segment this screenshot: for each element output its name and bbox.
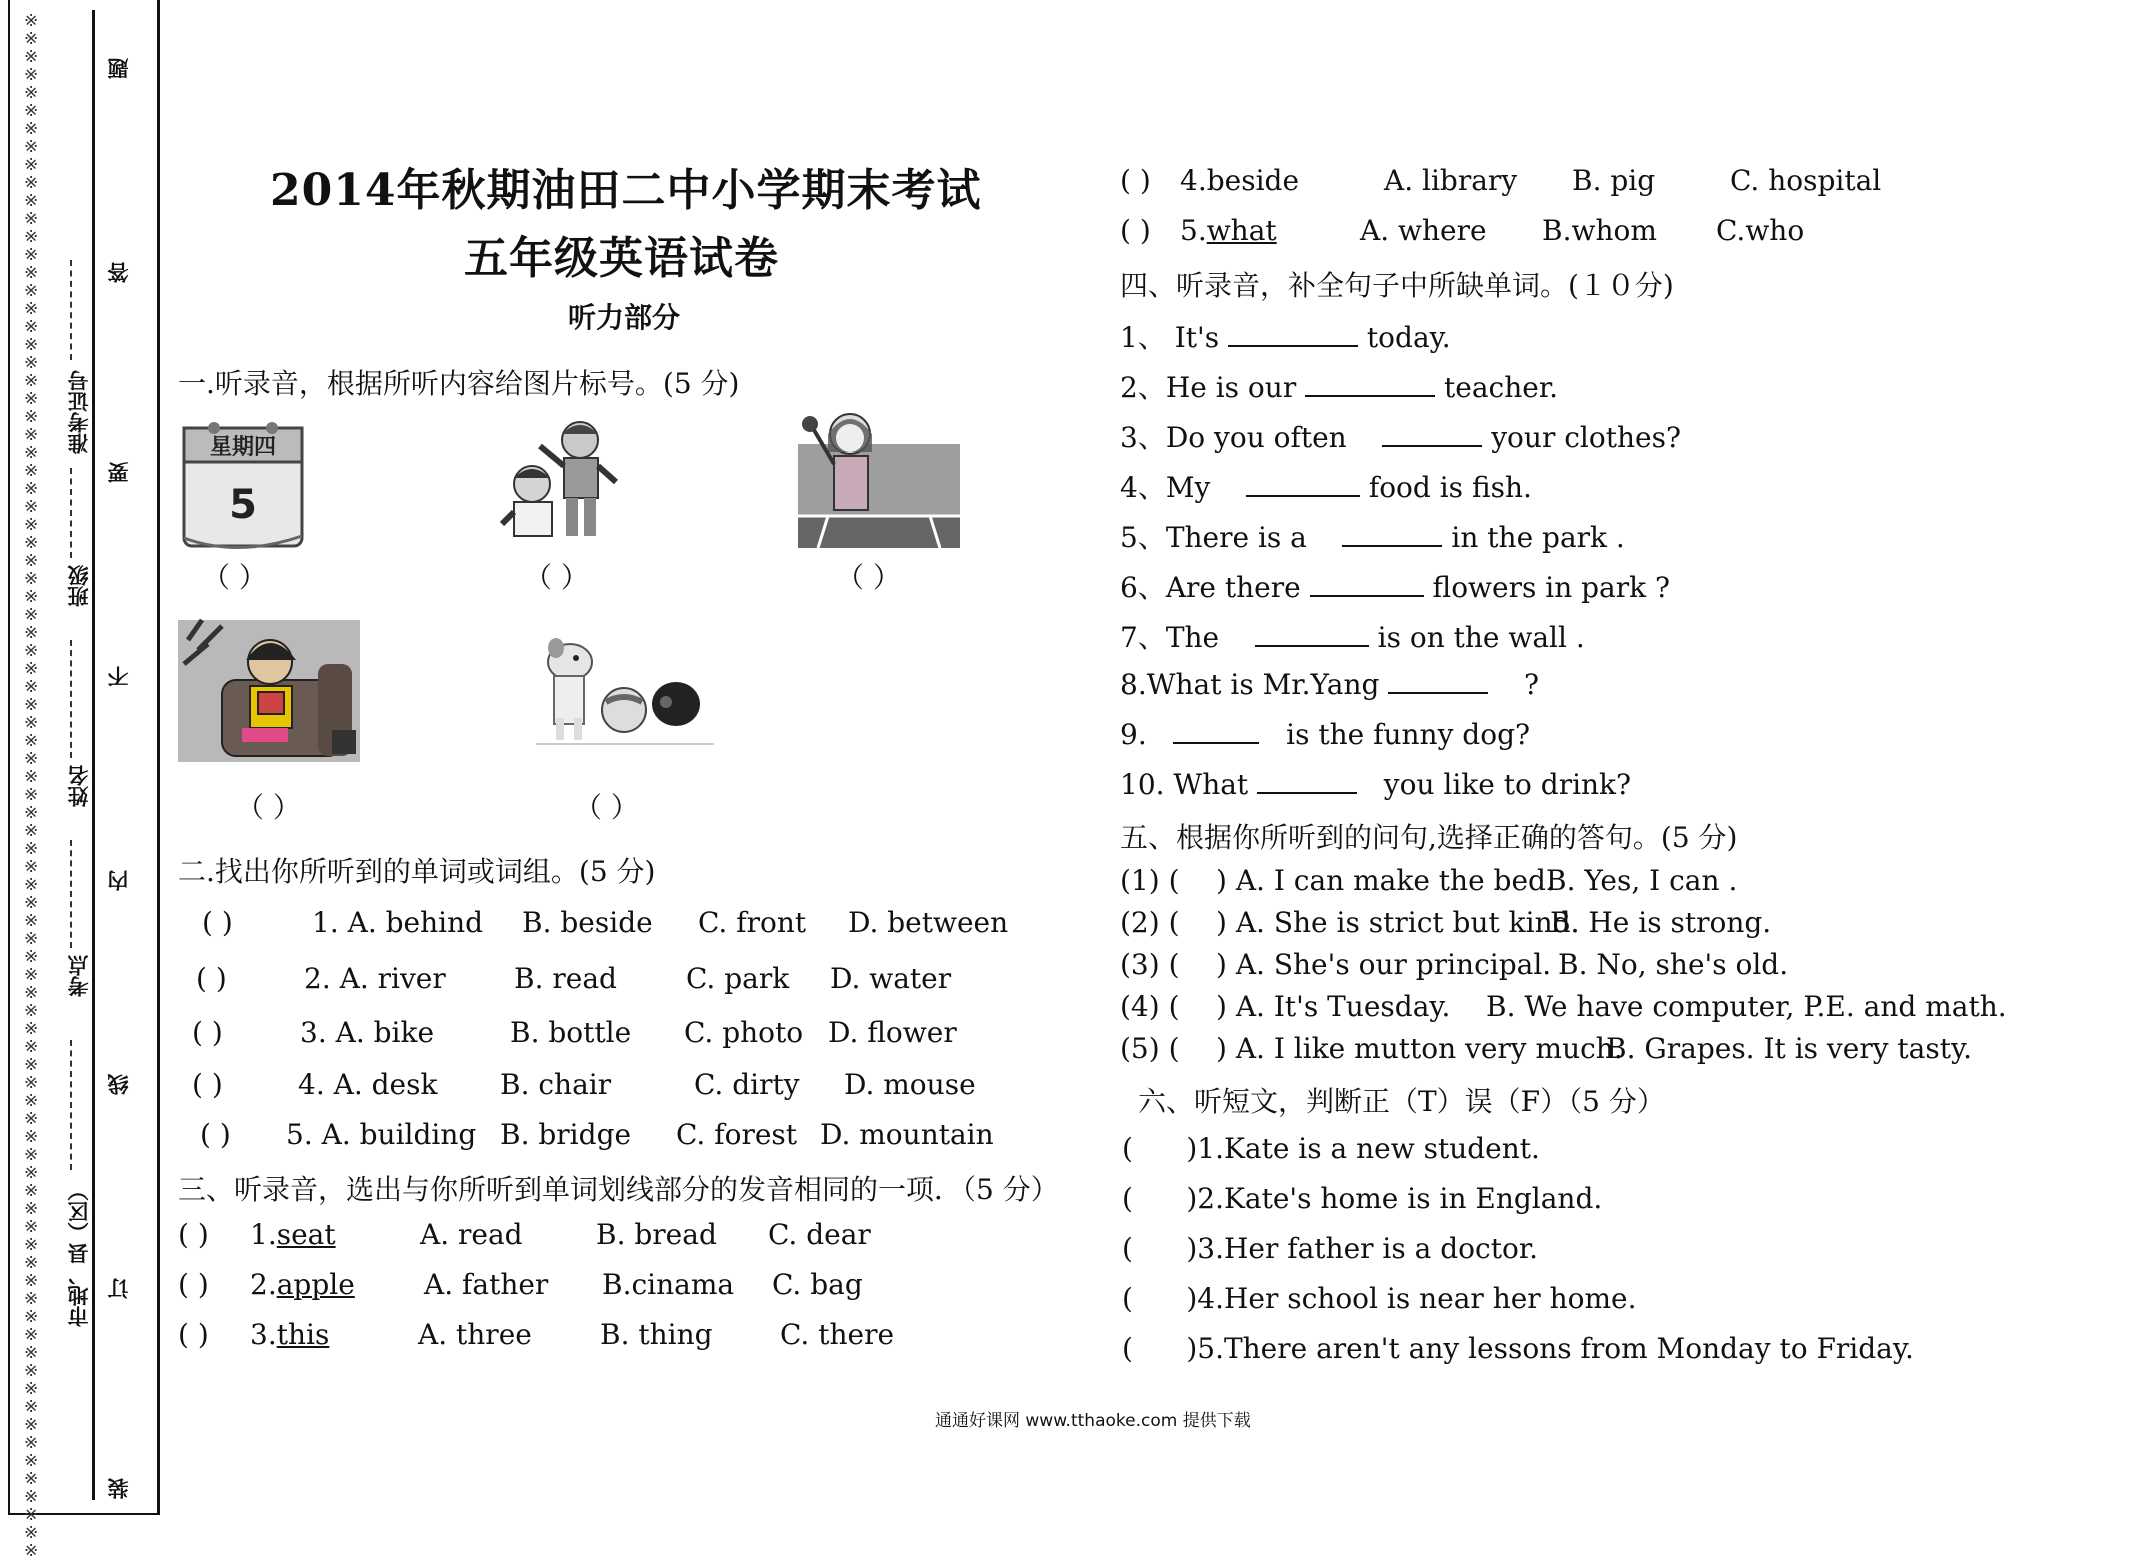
part2-q1-option-a: 1. A. behind — [312, 906, 484, 939]
part5-q2-option-b: B. He is strong. — [1550, 906, 1772, 939]
part2-q4-option-b: B. chair — [500, 1068, 612, 1101]
part5-q3-number[interactable]: (3) ( — [1120, 948, 1180, 981]
part3-heading: 三、听录音，选出与你所听到单词划线部分的发音相同的一项．（5 分） — [178, 1173, 1059, 1206]
calendar-day: 5 — [229, 482, 257, 528]
part3-q1-answer[interactable]: ( ) — [178, 1218, 209, 1251]
picture-3-answer[interactable]: （ ） — [836, 561, 901, 594]
part5-q4-option-b: B. We have computer, P.E. and math. — [1486, 990, 2007, 1023]
part2-q2-option-a: 2. A. river — [304, 962, 446, 995]
part4-item-3: 3、Do you often your clothes? — [1120, 421, 1681, 454]
part6-item-4-answer[interactable]: ( ) — [1122, 1282, 1198, 1315]
name-label: 姓名 — [67, 765, 91, 807]
part2-q3-option-d: D. flower — [828, 1016, 957, 1049]
part6-item-4: ( )4.Her school is near her home. — [1122, 1282, 1637, 1315]
part5-q2-option-a: ) A. She is strict but kind. — [1216, 906, 1580, 939]
class-line — [70, 468, 72, 558]
exam-title-line1: 2014年秋期油田二中小学期末考试 — [270, 165, 982, 216]
part3-q5-option-c: C.who — [1716, 214, 1805, 247]
part5-q1-option-a: ) A. I can make the bed. — [1216, 864, 1555, 897]
part4-blank-3[interactable] — [1382, 419, 1482, 447]
part3-q1-word: 1.seat — [250, 1218, 336, 1251]
part6-item-3: ( )3.Her father is a doctor. — [1122, 1232, 1539, 1265]
part3-q5-option-a: A. where — [1360, 214, 1487, 247]
picture-5-answer[interactable]: （ ） — [574, 791, 639, 824]
part2-q4-option-d: D. mouse — [844, 1068, 976, 1101]
part3-q1-option-b: B. bread — [596, 1218, 717, 1251]
part2-heading: 二.找出你所听到的单词或词组。(5 分) — [178, 855, 656, 888]
part5-q4-number[interactable]: (4) ( — [1120, 990, 1180, 1023]
part2-q1-answer[interactable]: ( ) — [202, 906, 233, 939]
seal-char-7: 订 — [107, 1278, 131, 1299]
part4-blank-7[interactable] — [1255, 619, 1369, 647]
calendar-weekday: 星期四 — [209, 435, 277, 460]
part1-heading: 一.听录音，根据所听内容给图片标号。(5 分) — [178, 367, 740, 400]
part2-q4-answer[interactable]: ( ) — [192, 1068, 223, 1101]
seal-char-5: 内 — [107, 870, 131, 891]
part4-heading: 四、听录音，补全句子中所缺单词。(１０分) — [1120, 269, 1674, 302]
part3-q1-option-a: A. read — [420, 1218, 523, 1251]
part4-blank-4[interactable] — [1246, 469, 1360, 497]
part6-item-5: ( )5.There aren't any lessons from Monday to Friday. — [1122, 1332, 1914, 1365]
part6-item-1-answer[interactable]: ( ) — [1122, 1132, 1198, 1165]
part4-item-7: 7、The is on the wall . — [1120, 621, 1585, 654]
seal-char-2: 答 — [107, 262, 131, 283]
part2-q5-option-a: 5. A. building — [286, 1118, 477, 1151]
exam-site-line — [70, 840, 72, 948]
part4-item-6: 6、Are there flowers in park ? — [1120, 571, 1671, 604]
ping-pong-girl-picture — [798, 408, 960, 550]
part2-q2-option-d: D. water — [830, 962, 952, 995]
picture-4-answer[interactable]: （ ） — [236, 791, 301, 824]
picture-1-answer[interactable]: （ ） — [202, 561, 267, 594]
part2-q3-option-a: 3. A. bike — [300, 1016, 435, 1049]
exam-title-line2: 五年级英语试卷 — [464, 233, 779, 284]
seal-char-6: 线 — [107, 1074, 131, 1095]
part2-q5-answer[interactable]: ( ) — [200, 1118, 231, 1151]
part5-q3-option-b: B. No, she's old. — [1558, 948, 1789, 981]
reading-girl-picture — [178, 620, 360, 762]
part3-q5-word: 5.what — [1180, 214, 1277, 247]
part6-item-2-answer[interactable]: ( ) — [1122, 1182, 1198, 1215]
part2-q1-option-b: B. beside — [522, 906, 653, 939]
part2-q3-answer[interactable]: ( ) — [192, 1016, 223, 1049]
name-line — [70, 640, 72, 758]
district-label: 市地、县（区） — [67, 1180, 91, 1327]
part4-item-5: 5、There is a in the park . — [1120, 521, 1625, 554]
part3-q3-option-a: A. three — [418, 1318, 532, 1351]
part4-item-8: 8.What is Mr.Yang ? — [1120, 668, 1539, 701]
part3-q3-answer[interactable]: ( ) — [178, 1318, 209, 1351]
part3-q3-option-b: B. thing — [600, 1318, 713, 1351]
part3-q4-option-c: C. hospital — [1730, 164, 1882, 197]
part5-q2-number[interactable]: (2) ( — [1120, 906, 1180, 939]
part5-q1-number[interactable]: (1) ( — [1120, 864, 1180, 897]
part3-q2-option-a: A. father — [424, 1268, 549, 1301]
part2-q1-option-d: D. between — [848, 906, 1009, 939]
part6-item-2: ( )2.Kate's home is in England. — [1122, 1182, 1603, 1215]
part2-q2-option-b: B. read — [514, 962, 617, 995]
part3-q2-option-c: C. bag — [772, 1268, 863, 1301]
part4-blank-10[interactable] — [1257, 766, 1357, 794]
calendar-picture — [178, 418, 313, 558]
part4-item-2: 2、He is our teacher. — [1120, 371, 1559, 404]
district-line — [70, 1040, 72, 1170]
part2-q3-option-b: B. bottle — [510, 1016, 632, 1049]
part5-q1-option-b: B. Yes, I can . — [1546, 864, 1738, 897]
part4-blank-8[interactable] — [1388, 666, 1488, 694]
part3-q4-word: 4.beside — [1180, 164, 1300, 197]
part4-blank-5[interactable] — [1342, 519, 1442, 547]
part4-item-9: 9. is the funny dog? — [1120, 718, 1531, 751]
part3-q4-option-a: A. library — [1384, 164, 1518, 197]
part5-heading: 五、根据你所听到的问句,选择正确的答句。(5 分) — [1120, 821, 1738, 854]
part5-q5-number[interactable]: (5) ( — [1120, 1032, 1180, 1065]
exam-site-label: 考点 — [67, 955, 91, 997]
part3-q4-answer[interactable]: ( ) — [1120, 164, 1151, 197]
part4-blank-6[interactable] — [1310, 569, 1424, 597]
exam-number-line — [70, 260, 72, 360]
part3-q1-option-c: C. dear — [768, 1218, 871, 1251]
part2-q4-option-c: C. dirty — [694, 1068, 800, 1101]
class-label: 班级 — [67, 565, 91, 607]
part3-q3-word: 3.this — [250, 1318, 330, 1351]
part6-item-3-answer[interactable]: ( ) — [1122, 1232, 1198, 1265]
part2-q5-option-b: B. bridge — [500, 1118, 632, 1151]
picture-2-answer[interactable]: （ ） — [524, 561, 589, 594]
part4-blank-1[interactable] — [1228, 319, 1358, 347]
part5-q4-option-a: ) A. It's Tuesday. — [1216, 990, 1451, 1023]
part5-q5-option-a: ) A. I like mutton very much. — [1216, 1032, 1623, 1065]
seal-char-8: 装 — [107, 1478, 131, 1499]
part2-q4-option-a: 4. A. desk — [298, 1068, 438, 1101]
seal-char-1: 题 — [107, 58, 131, 79]
part3-q2-answer[interactable]: ( ) — [178, 1268, 209, 1301]
seal-char-4: 不 — [107, 666, 131, 687]
part3-q2-word: 2.apple — [250, 1268, 355, 1301]
part6-item-1: ( )1.Kate is a new student. — [1122, 1132, 1540, 1165]
page-footer: 通通好课网 www.tthaoke.com 提供下载 — [935, 1411, 1251, 1431]
part4-item-4: 4、My food is fish. — [1120, 471, 1532, 504]
part5-q3-option-a: ) A. She's our principal. — [1216, 948, 1552, 981]
part3-q4-option-b: B. pig — [1572, 164, 1656, 197]
part2-q5-option-c: C. forest — [676, 1118, 798, 1151]
part2-q5-option-d: D. mountain — [820, 1118, 994, 1151]
part5-q5-option-b: B. Grapes. It is very tasty. — [1606, 1032, 1972, 1065]
part2-q2-option-c: C. park — [686, 962, 790, 995]
seal-char-3: 要 — [107, 462, 131, 483]
part6-item-5-answer[interactable]: ( ) — [1122, 1332, 1198, 1365]
part2-q3-option-c: C. photo — [684, 1016, 804, 1049]
binding-star-border: ※※※※※※※※※※※※※※※※※※※※※※※※※※※※※※※※※※※※※※※※※※※※※※※※※※※※※※※※※※※※※※※※※※※※※※※※※※※※※※※※※※※※※※ — [24, 11, 39, 1561]
part3-q5-option-b: B.whom — [1542, 214, 1657, 247]
part4-blank-2[interactable] — [1305, 369, 1435, 397]
part3-q2-option-b: B.cinama — [602, 1268, 735, 1301]
part4-blank-9[interactable] — [1173, 716, 1259, 744]
kungfu-boys-picture — [500, 412, 620, 546]
dog-ball-picture — [536, 632, 714, 748]
part4-item-10: 10. What you like to drink? — [1120, 768, 1632, 801]
section-subtitle: 听力部分 — [568, 301, 681, 334]
exam-number-label: 准考证号 — [67, 370, 91, 454]
part2-q2-answer[interactable]: ( ) — [196, 962, 227, 995]
part6-heading: 六、听短文，判断正（T）误（F）（5 分） — [1138, 1085, 1665, 1118]
part4-item-1: 1、 It's today. — [1120, 321, 1451, 354]
part2-q1-option-c: C. front — [698, 906, 807, 939]
part3-q3-option-c: C. there — [780, 1318, 895, 1351]
part3-q5-answer[interactable]: ( ) — [1120, 214, 1151, 247]
